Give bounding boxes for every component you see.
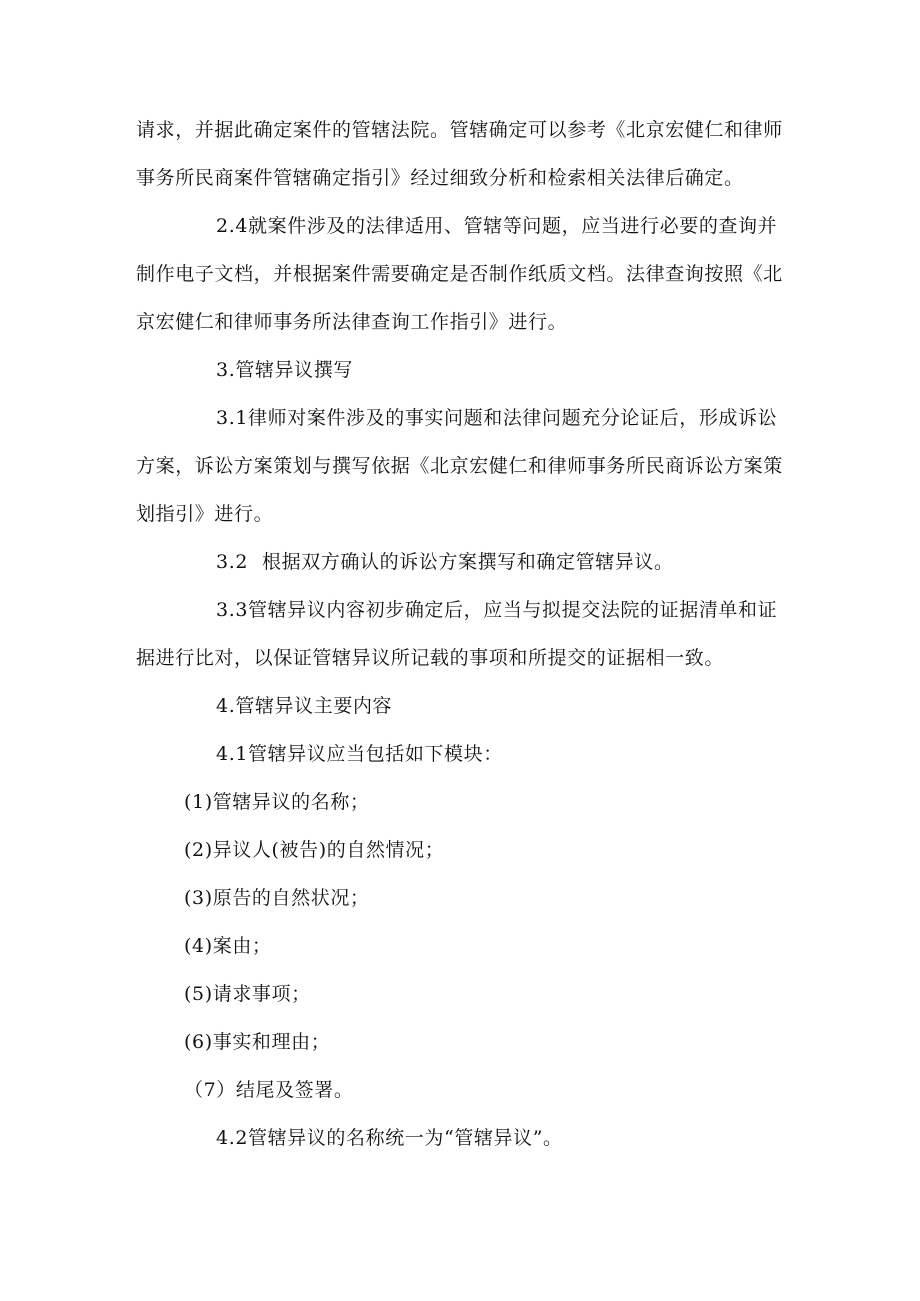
section-number: 4.2: [216, 1127, 249, 1149]
paragraph-3-3: [136, 586, 788, 682]
paragraph-text: 请求，并据此确定案件的管辖法院。管辖确定可以参考《北京宏健仁和律师事务所民商案件管辖确定指引》经过细致分析和检索相关法律后确定。: [136, 119, 783, 189]
heading-section-4: [136, 682, 788, 730]
section-number: 3: [216, 359, 229, 381]
paragraph-jurisdiction-reference: [136, 106, 788, 202]
section-number: 3.1: [216, 407, 249, 429]
list-item: (1)管辖异议的名称；: [184, 791, 370, 813]
paragraph-3-2: [136, 538, 788, 586]
section-number: 4: [216, 695, 229, 717]
section-number: 3.2: [216, 551, 249, 573]
list-item: (5)请求事项；: [184, 983, 311, 1005]
paragraph-text: 管辖异议的名称统一为“管辖异议”。: [248, 1127, 563, 1149]
paragraph-2-4: [136, 202, 788, 346]
paragraph-text: 就案件涉及的法律适用、管辖等问题，应当进行必要的查询并制作电子文档，并根据案件需要确定是否制作纸质文档。法律查询按照《北京宏健仁和律师事务所法律查询工作指引》进行。: [136, 215, 783, 333]
paragraph-text: 管辖异议内容初步确定后，应当与拟提交法院的证据清单和证据进行比对，以保证管辖异议所记载的事项和所提交的证据相一致。: [136, 599, 778, 669]
section-number: 4.1: [216, 743, 249, 765]
paragraph-text: 根据双方确认的诉讼方案撰写和确定管辖异议。: [262, 551, 674, 573]
heading-text: .管辖异议主要内容: [228, 695, 393, 717]
paragraph-4-1: [136, 730, 788, 778]
list-item: (6)事实和理由；: [184, 1031, 331, 1053]
paragraph-3-1: [136, 394, 788, 538]
list-item: (3)原告的自然状况；: [184, 887, 370, 909]
heading-text: .管辖异议撰写: [228, 359, 353, 381]
paragraph-4-2: [136, 1114, 788, 1162]
paragraph-text: 律师对案件涉及的事实问题和法律问题充分论证后，形成诉讼方案，诉讼方案策划与撰写依据《北京宏健仁和律师事务所民商诉讼方案策划指引》进行。: [136, 407, 783, 525]
heading-section-3: [136, 346, 788, 394]
list-item: (4)案由；: [184, 935, 272, 957]
list-item: (2)异议人(被告)的自然情况；: [184, 839, 445, 861]
section-number: 3.3: [216, 599, 249, 621]
list-item: （7）结尾及签署。: [184, 1079, 354, 1101]
paragraph-text: 管辖异议应当包括如下模块：: [248, 743, 503, 765]
section-number: 2.4: [216, 215, 249, 237]
